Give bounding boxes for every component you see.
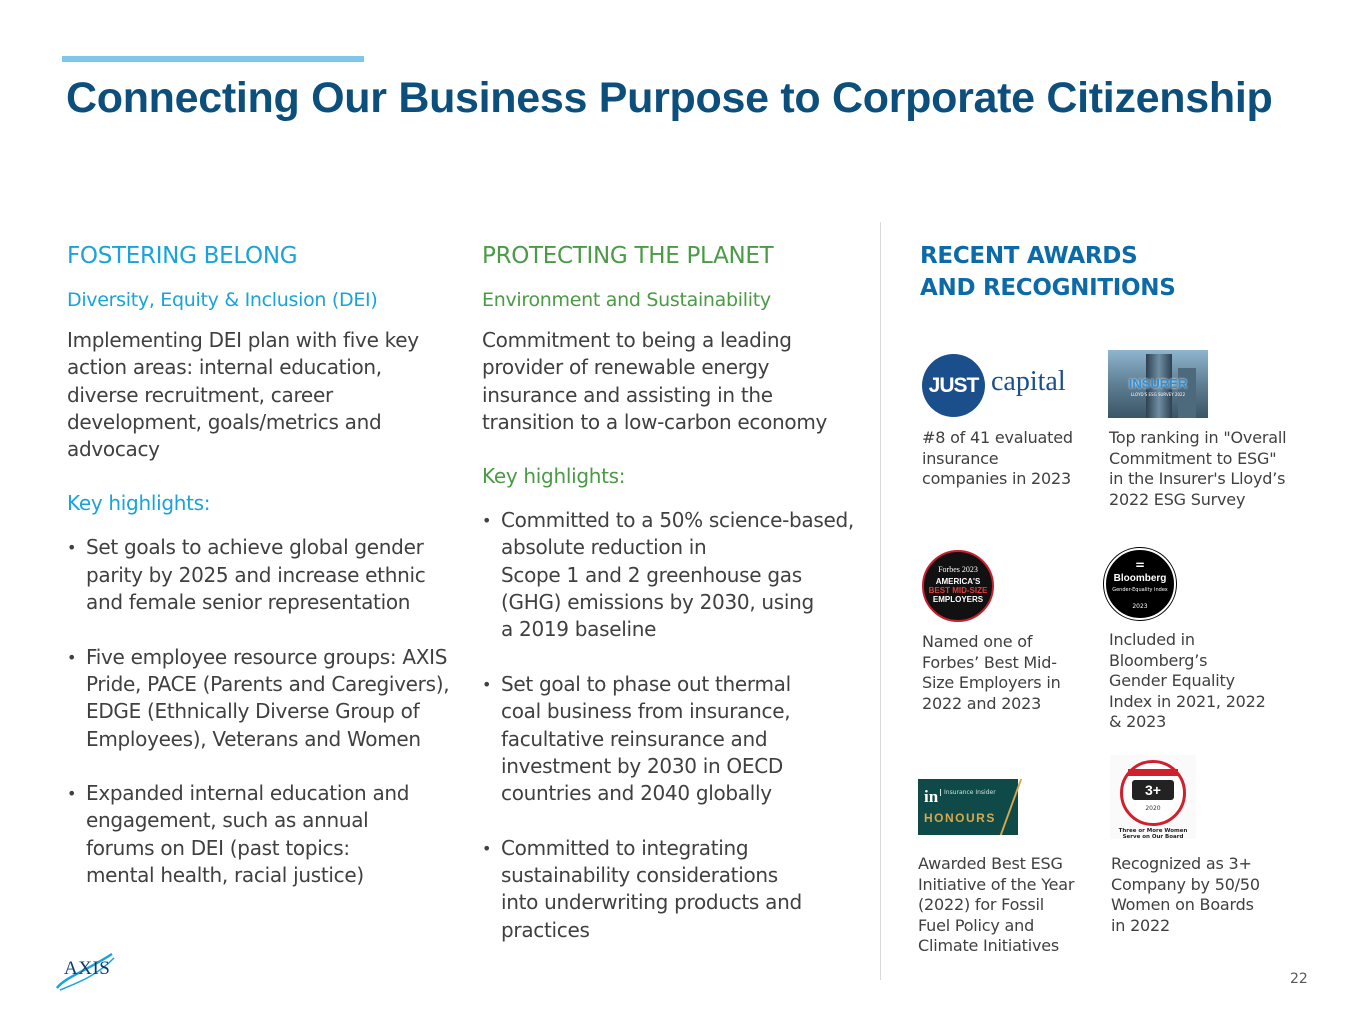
environment-column [482, 240, 877, 971]
dei-intro [67, 327, 467, 463]
dei-intro-line: action areas: internal education, [67, 355, 382, 380]
environment-highlight-item [482, 507, 877, 643]
bullet-line: coal business from insurance, [501, 699, 791, 724]
caption-line: Climate Initiatives [918, 936, 1060, 955]
just-capital-word: capital [991, 366, 1066, 397]
bullet-line: Set goal to phase out thermal [501, 671, 791, 696]
caption-line: Women on Boards [1111, 895, 1254, 914]
fifty-fifty-badge [1110, 755, 1196, 839]
insurance-insider-mark: in [924, 787, 939, 806]
insurer-sub: LLOYD'S ESG SURVEY 2022 [1130, 392, 1186, 397]
award-caption-just-capital [922, 428, 1092, 490]
bullet-line: into underwriting products and [501, 890, 802, 915]
caption-line: Size Employers in [922, 673, 1061, 692]
environment-highlight-item [482, 671, 877, 807]
award-caption-insurance-insider [918, 854, 1098, 957]
caption-line: Gender Equality [1109, 671, 1235, 690]
caption-line: Included in [1109, 630, 1195, 649]
bullet-line: sustainability considerations [501, 863, 778, 888]
bullet-line: countries and 2040 globally [501, 781, 772, 806]
dei-subheading: Diversity, Equity & Inclusion (DEI) [67, 289, 378, 311]
caption-line: Commitment to ESG" [1109, 448, 1277, 468]
dei-intro-line: diverse recruitment, career [67, 382, 333, 407]
bullet-line: mental health, racial justice) [86, 863, 364, 888]
bullet-line: Employees), Veterans and Women [86, 726, 421, 751]
bullet-dot: • [482, 511, 492, 531]
caption-line: in the Insurer's Lloyd’s [1109, 469, 1286, 488]
bullet-line: Committed to a 50% science-based, [501, 508, 854, 533]
caption-line: 2022 ESG Survey [1109, 489, 1246, 509]
bullet-line: (GHG) emissions by 2030, using [501, 590, 814, 615]
bullet-line: forums on DEI (past topics: [86, 835, 350, 860]
caption-line: Bloomberg’s [1109, 650, 1208, 670]
forbes-badge-line: EMPLOYERS [932, 595, 984, 604]
bloomberg-year: 2023 [1132, 603, 1148, 610]
dei-highlight-item [67, 644, 467, 753]
bullet-dot: • [67, 647, 77, 667]
caption-line: 2022 and 2023 [922, 693, 1042, 713]
environment-heading: PROTECTING THE PLANET [482, 243, 774, 269]
forbes-badge-line: BEST MID-SIZE [928, 586, 988, 595]
bullet-dot: • [482, 674, 492, 694]
bullet-line: Committed to integrating [501, 835, 749, 860]
caption-line: Forbes’ Best Mid- [922, 652, 1057, 672]
dei-heading: FOSTERING BELONG [67, 243, 298, 269]
dei-intro-line: Implementing DEI plan with five key [67, 328, 419, 352]
dei-highlights-list [67, 534, 467, 889]
gold-stripe [1000, 779, 1022, 835]
dei-highlight-item [67, 780, 467, 889]
title-accent-bar [62, 56, 364, 62]
axis-wordmark: AXIS [64, 958, 111, 979]
bullet-line: facultative reinsurance and [501, 726, 768, 751]
award-caption-bloomberg [1109, 630, 1309, 733]
forbes-badge [922, 550, 994, 622]
dei-intro-line: advocacy [67, 437, 160, 462]
bloomberg-badge [1104, 548, 1176, 620]
caption-line: Top ranking in "Overall [1109, 428, 1287, 447]
badge-banner [1128, 769, 1178, 776]
award-caption-forbes [922, 632, 1092, 714]
award-caption-insurer [1109, 428, 1329, 510]
bullet-dot: • [482, 838, 492, 858]
bullet-line: practices [501, 917, 590, 942]
bullet-line: parity by 2025 and increase ethnic [86, 562, 426, 587]
insurer-logo [1108, 350, 1208, 418]
bloomberg-sub: Gender-Equality Index [1112, 587, 1168, 593]
forbes-badge-line: AMERICA'S [935, 577, 981, 586]
bloomberg-word: Bloomberg [1113, 573, 1167, 584]
caption-line: #8 of 41 evaluated [922, 428, 1073, 447]
environment-subheading: Environment and Sustainability [482, 289, 771, 311]
bullet-dot: • [67, 784, 77, 804]
caption-line: Company by 50/50 [1111, 874, 1260, 894]
awards-heading-line: AND RECOGNITIONS [920, 275, 1176, 301]
bullet-line: engagement, such as annual [86, 808, 369, 833]
environment-intro-line: provider of renewable energy [482, 355, 770, 380]
bullet-line: Five employee resource groups: AXIS [86, 644, 448, 669]
honours-word: HONOURS [924, 811, 996, 825]
environment-key-highlights-label: Key highlights: [482, 464, 626, 489]
bullet-line: Scope 1 and 2 greenhouse gas [501, 562, 802, 587]
caption-line: Fuel Policy and [918, 915, 1035, 935]
three-plus-badge: 3+ [1132, 780, 1174, 800]
awards-heading-line: RECENT AWARDS [920, 243, 1138, 269]
column-divider [880, 222, 881, 980]
bullet-line: Set goals to achieve global gender [86, 535, 424, 560]
equals-icon: = [1134, 558, 1146, 572]
caption-line: Initiative of the Year [918, 874, 1075, 894]
caption-line: (2022) for Fossil [918, 895, 1044, 914]
awards-heading [920, 240, 1320, 304]
environment-intro-line: Commitment to being a leading [482, 328, 792, 352]
insurer-word: INSURER [1128, 376, 1188, 391]
bullet-line: Expanded internal education and [86, 781, 410, 806]
award-caption-fifty-fifty [1111, 854, 1311, 936]
just-capital-mark: JUST [922, 354, 985, 417]
environment-highlights-list [482, 507, 877, 944]
dei-key-highlights-label: Key highlights: [67, 491, 211, 516]
caption-line: insurance [922, 448, 999, 468]
caption-line: Index in 2021, 2022 [1109, 691, 1266, 711]
insurance-insider-honours-logo [918, 779, 1018, 835]
caption-line: Recognized as 3+ [1111, 854, 1252, 873]
bullet-line: absolute reduction in [501, 535, 707, 560]
axis-logo [54, 948, 118, 992]
environment-intro-line: insurance and assisting in the [482, 382, 773, 407]
bullet-line: a 2019 baseline [501, 617, 657, 642]
bullet-dot: • [67, 538, 77, 558]
environment-intro [482, 327, 877, 436]
forbes-badge-top: Forbes 2023 [938, 565, 978, 574]
bullet-line: and female senior representation [86, 590, 411, 615]
dei-highlight-item [67, 534, 467, 616]
caption-line: in 2022 [1111, 915, 1170, 935]
caption-line: Named one of [922, 632, 1033, 651]
page-title: Connecting Our Business Purpose to Corporate Citizenship [66, 74, 1273, 122]
bullet-line: investment by 2030 in OECD [501, 753, 783, 778]
caption-line: & 2023 [1109, 712, 1167, 731]
just-capital-logo [922, 352, 1074, 416]
environment-highlight-item [482, 835, 877, 944]
insurance-insider-name: Insurance Insider [940, 789, 996, 796]
environment-intro-line: transition to a low-carbon economy [482, 409, 828, 434]
caption-line: companies in 2023 [922, 469, 1071, 488]
page-number: 22 [1290, 971, 1308, 987]
dei-intro-line: development, goals/metrics and [67, 409, 382, 434]
dei-column [67, 240, 467, 917]
bullet-line: EDGE (Ethnically Diverse Group of [86, 699, 420, 724]
badge-caption: Three or More Women Serve on Our Board [1118, 828, 1188, 840]
caption-line: Awarded Best ESG [918, 854, 1063, 873]
badge-year: 2020 [1145, 805, 1161, 812]
bullet-line: Pride, PACE (Parents and Caregivers), [86, 671, 450, 696]
